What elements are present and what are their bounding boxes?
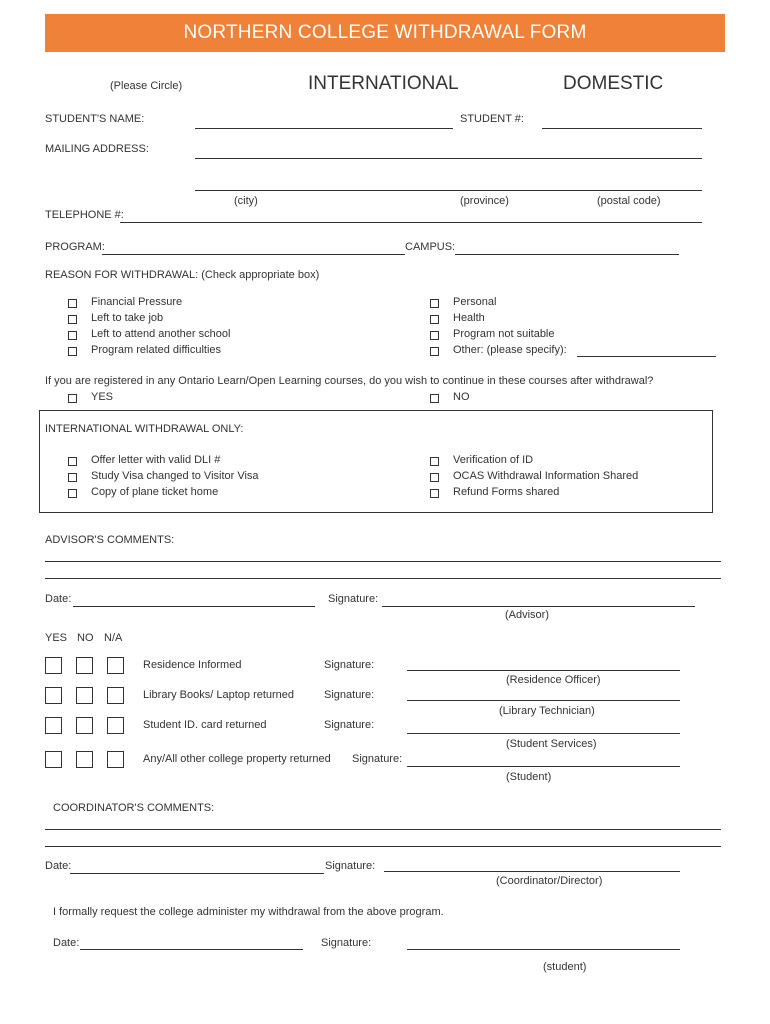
intl-item: Copy of plane ticket home: [91, 486, 219, 498]
student-role: (student): [543, 961, 587, 973]
coordinator-comments-label: COORDINATOR'S COMMENTS:: [53, 802, 215, 814]
postal-code-label: (postal code): [597, 195, 661, 207]
telephone-label: TELEPHONE #:: [45, 209, 124, 221]
city-label: (city): [234, 195, 258, 207]
col-yes: YES: [45, 632, 68, 644]
library-signature-field[interactable]: [407, 700, 680, 701]
checklist-item: Any/All other college property returned: [143, 753, 331, 765]
checkbox-no[interactable]: [430, 394, 439, 403]
property-no-box[interactable]: [76, 751, 93, 768]
student-date-label: Date:: [53, 937, 80, 949]
intl-item: Offer letter with valid DLI #: [91, 454, 221, 466]
checklist-item: Student ID. card returned: [143, 719, 267, 731]
student-date-field[interactable]: [80, 949, 303, 950]
coordinator-role: (Coordinator/Director): [496, 875, 603, 887]
student-number-field[interactable]: [542, 128, 702, 129]
campus-field[interactable]: [455, 254, 679, 255]
student-id-na-box[interactable]: [107, 717, 124, 734]
checklist-signature-label: Signature:: [324, 719, 375, 731]
checkbox-visa[interactable]: [68, 473, 77, 482]
property-yes-box[interactable]: [45, 751, 62, 768]
student-name-field[interactable]: [195, 128, 453, 129]
advisor-signature-label: Signature:: [328, 593, 379, 605]
checklist-role: (Residence Officer): [506, 674, 601, 686]
reason-item: Left to attend another school: [91, 328, 231, 340]
student-signature-label: Signature:: [321, 937, 372, 949]
col-no: NO: [77, 632, 94, 644]
checklist-role: (Library Technician): [499, 705, 595, 717]
advisor-comments-line[interactable]: [45, 578, 721, 579]
coordinator-date-field[interactable]: [70, 873, 324, 874]
checkbox-financial[interactable]: [68, 299, 77, 308]
intl-item: Refund Forms shared: [453, 486, 560, 498]
program-label: PROGRAM:: [45, 241, 105, 253]
coordinator-signature-label: Signature:: [325, 860, 376, 872]
checklist-role: (Student): [506, 771, 552, 783]
checkbox-ticket[interactable]: [68, 489, 77, 498]
telephone-field[interactable]: [120, 222, 702, 223]
yes-label: YES: [91, 391, 114, 403]
checkbox-not-suitable[interactable]: [430, 331, 439, 340]
checkbox-school[interactable]: [68, 331, 77, 340]
checklist-signature-label: Signature:: [352, 753, 403, 765]
reason-item: Financial Pressure: [91, 296, 183, 308]
checkbox-other[interactable]: [430, 347, 439, 356]
checklist-role: (Student Services): [506, 738, 597, 750]
checkbox-verify-id[interactable]: [430, 457, 439, 466]
advisor-comments-label: ADVISOR'S COMMENTS:: [45, 534, 175, 546]
property-signature-field[interactable]: [407, 766, 680, 767]
library-no-box[interactable]: [76, 687, 93, 704]
residence-yes-box[interactable]: [45, 657, 62, 674]
reason-item: Health: [453, 312, 485, 324]
circle-note: (Please Circle): [110, 80, 183, 92]
reason-item: Program related difficulties: [91, 344, 222, 356]
no-label: NO: [453, 391, 470, 403]
intl-item: OCAS Withdrawal Information Shared: [453, 470, 639, 482]
reason-label: REASON FOR WITHDRAWAL: (Check appropriate box): [45, 269, 320, 281]
request-statement: I formally request the college administer my withdrawal from the above program.: [53, 906, 444, 918]
option-international[interactable]: INTERNATIONAL: [308, 73, 459, 94]
mailing-address-field[interactable]: [195, 158, 702, 159]
checklist-item: Residence Informed: [143, 659, 242, 671]
checklist-signature-label: Signature:: [324, 659, 375, 671]
checkbox-program[interactable]: [68, 347, 77, 356]
checklist-item: Library Books/ Laptop returned: [143, 689, 295, 701]
student-id-yes-box[interactable]: [45, 717, 62, 734]
residence-no-box[interactable]: [76, 657, 93, 674]
student-number-label: STUDENT #:: [460, 113, 524, 125]
coordinator-comments-line[interactable]: [45, 846, 721, 847]
checkbox-offer-letter[interactable]: [68, 457, 77, 466]
residence-na-box[interactable]: [107, 657, 124, 674]
reason-item: Other: (please specify):: [453, 344, 567, 356]
intl-item: Verification of ID: [453, 454, 534, 466]
student-id-no-box[interactable]: [76, 717, 93, 734]
checkbox-ocas[interactable]: [430, 473, 439, 482]
form-title: NORTHERN COLLEGE WITHDRAWAL FORM: [45, 14, 725, 52]
checklist-signature-label: Signature:: [324, 689, 375, 701]
mailing-address-label: MAILING ADDRESS:: [45, 143, 149, 155]
option-domestic[interactable]: DOMESTIC: [563, 73, 664, 94]
reason-item: Program not suitable: [453, 328, 555, 340]
student-signature-field[interactable]: [407, 949, 680, 950]
checkbox-health[interactable]: [430, 315, 439, 324]
advisor-date-label: Date:: [45, 593, 72, 605]
campus-label: CAMPUS:: [405, 241, 456, 253]
reason-item: Left to take job: [91, 312, 164, 324]
advisor-comments-line[interactable]: [45, 561, 721, 562]
checkbox-job[interactable]: [68, 315, 77, 324]
advisor-role: (Advisor): [505, 609, 550, 621]
coordinator-signature-field[interactable]: [384, 871, 680, 872]
library-na-box[interactable]: [107, 687, 124, 704]
residence-signature-field[interactable]: [407, 670, 680, 671]
checkbox-personal[interactable]: [430, 299, 439, 308]
advisor-date-field[interactable]: [73, 606, 315, 607]
other-specify-field[interactable]: [577, 356, 716, 357]
coordinator-comments-line[interactable]: [45, 829, 721, 830]
reason-item: Personal: [453, 296, 497, 308]
col-na: N/A: [104, 632, 123, 644]
checkbox-yes[interactable]: [68, 394, 77, 403]
province-label: (province): [460, 195, 509, 207]
student-id-signature-field[interactable]: [407, 733, 680, 734]
property-na-box[interactable]: [107, 751, 124, 768]
intl-heading: INTERNATIONAL WITHDRAWAL ONLY:: [45, 423, 244, 435]
advisor-signature-field[interactable]: [382, 606, 695, 607]
library-yes-box[interactable]: [45, 687, 62, 704]
coordinator-date-label: Date:: [45, 860, 72, 872]
program-field[interactable]: [102, 254, 405, 255]
mailing-address-field-2[interactable]: [195, 190, 702, 191]
ontario-question: If you are registered in any Ontario Learn/Open Learning courses, do you wish to continue in these courses after withdrawal?: [45, 375, 654, 387]
intl-item: Study Visa changed to Visitor Visa: [91, 470, 259, 482]
checkbox-refund[interactable]: [430, 489, 439, 498]
student-name-label: STUDENT'S NAME:: [45, 113, 145, 125]
